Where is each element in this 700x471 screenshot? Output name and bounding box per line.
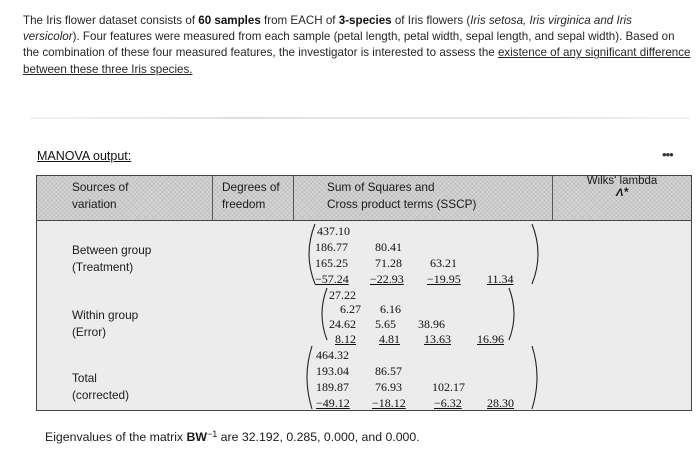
- row-label-total: Total (corrected): [72, 371, 130, 402]
- intro-text: The Iris flower dataset consists of: [23, 14, 199, 27]
- intro-text: of Iris flowers (: [391, 14, 471, 27]
- intro-species-names: Iris setosa, Iris virginica and Iris versicolor: [23, 14, 632, 44]
- more-horizontal-icon[interactable]: •••: [662, 147, 673, 162]
- intro-text: from EACH of: [260, 14, 339, 27]
- intro-text: ). Four features were measured from each sample (petal length, petal width, sepal length, and sepal width). Based on the combination of these four measured features, the investigator is interested to assess the: [23, 30, 675, 60]
- row-label-between: Between group (Treatment): [72, 243, 152, 274]
- manova-heading: MANOVA output:: [37, 149, 132, 163]
- header-sources: Sources of variation: [72, 180, 129, 211]
- intro-text: .: [189, 62, 193, 76]
- intro-underlined-question: existence of any significant difference between these three Iris species: [23, 46, 691, 76]
- header-df: Degrees of freedom: [222, 180, 280, 211]
- intro-paragraph: [23, 13, 691, 78]
- intro-bold-samples: 60 samples: [198, 14, 261, 27]
- eigenvalues-text: Eigenvalues of the matrix $BW^{-1}$ are 32.192, 0.285, 0.000, and 0.000.: [45, 429, 420, 444]
- intro-bold-species: 3-species: [338, 14, 392, 27]
- header-sscp: Sum of Squares and Cross product terms (SSCP): [327, 180, 477, 211]
- matrix-brackets: [37, 176, 693, 412]
- matrix-bw: BW: [186, 430, 207, 444]
- divider: [30, 117, 690, 119]
- row-label-within: Within group (Error): [72, 308, 139, 339]
- header-wilks: Wilks' lambda Λ*: [586, 175, 658, 199]
- manova-table: Sources of variation Degrees of freedom Sum of Squares and Cross product terms (SSCP) Wilks' lambda Λ* Between group (Treatment) Within group (Error) Total (corrected) 437.10 186.77 80.41 165.25 71.28 63.21 −57.24 −22.93 −19.95 11.34 27.22 6.27 6.16 24.62 5.65 38.96 8.12 4.81 13.63 16.96 464.32 193.04 86.57 189.87 76.93 102.17 −49.12 −18.12 −6.32 28.30: [36, 175, 692, 411]
